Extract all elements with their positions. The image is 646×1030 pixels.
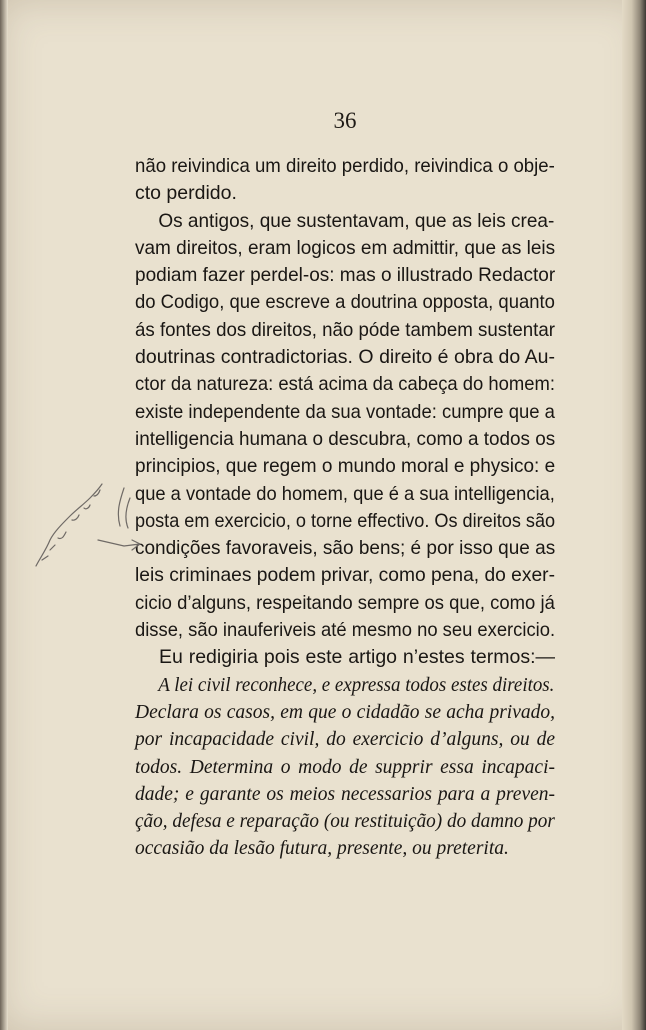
text-line: vam direitos, eram logicos em admittir, que as leis: [135, 236, 556, 259]
text-line: A lei civil reconhece, e expressa todos estes direitos.: [158, 674, 555, 696]
text-line: existe independente da sua vontade: cumpre que a: [135, 400, 555, 423]
text-line: occasião da lesão futura, presente, ou preterita.: [135, 838, 509, 860]
body-text: [135, 153, 555, 863]
text-line: intelligencia humana o descubra, como a todos os: [135, 427, 556, 450]
text-line: disse, são inauferiveis até mesmo no seu exercicio.: [135, 619, 556, 642]
text-line: podiam fazer perdel-os: mas o illustrado Redactor: [135, 264, 556, 287]
pencil-annotation: [28, 470, 148, 580]
text-line: condições favoraveis, são bens; é por isso que as: [135, 537, 556, 560]
text-line: cto perdido.: [135, 182, 237, 205]
text-line: não reivindica um direito perdido, reivindica o obje-: [135, 155, 555, 177]
text-line: dade; e garante os meios necessarios para a preven-: [135, 783, 555, 805]
text-line: por incapacidade civil, do exercicio d’alguns, ou de: [135, 729, 555, 751]
text-line: Eu redigiria pois este artigo n’estes termos:—: [159, 646, 555, 669]
page-edge: [622, 0, 646, 1030]
text-line: ctor da natureza: está acima da cabeça do homem:: [135, 373, 555, 396]
text-line: do Codigo, que escreve a doutrina opposta, quanto: [135, 291, 555, 314]
text-line: que a vontade do homem, que é a sua intelligencia,: [135, 482, 555, 505]
text-line: posta em exercicio, o torne effectivo. Os direitos são: [135, 509, 556, 532]
text-line: Declara os casos, em que o cidadão se acha privado,: [135, 701, 555, 723]
text-line: ás fontes dos direitos, não póde tambem sustentar: [135, 318, 555, 341]
page-number: 36: [333, 108, 357, 133]
page-gutter: [0, 0, 8, 1030]
text-line: ção, defesa e reparação (ou restituição) do damno por: [135, 811, 555, 833]
text-line: todos. Determina o modo de supprir essa incapaci-: [135, 756, 555, 778]
text-line: Os antigos, que sustentavam, que as leis crea-: [158, 209, 555, 232]
text-line: principios, que regem o mundo moral e physico: e: [135, 455, 556, 478]
text-line: cicio d’alguns, respeitando sempre os que, como já: [135, 591, 555, 614]
text-line: leis criminaes podem privar, como pena, do exer-: [135, 564, 555, 587]
text-line: doutrinas contradictorias. O direito é obra do Au-: [135, 346, 555, 369]
